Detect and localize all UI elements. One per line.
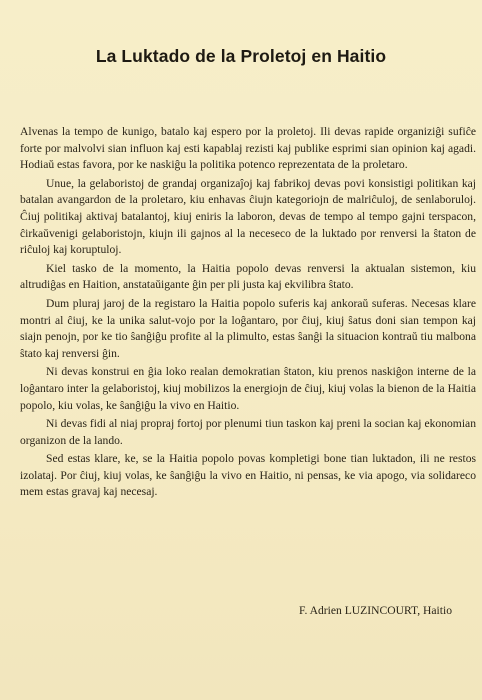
paragraph-3: Kiel tasko de la momento, la Haitia popolo devas renversi la aktualan sistemon, kiu altrudiĝas en Haition, anstataŭigante ĝin per pli justa kaj ekvilibra ŝtato.: [20, 261, 476, 292]
paragraph-4: Dum pluraj jaroj de la registaro la Haitia popolo suferis kaj ankoraŭ suferas. Necesas klare montri al ĉiuj, ke la unika salut-vojo por la loĝantaro, por ĉiuj, kiuj ŝatus doni sian tempon kaj siajn penojn, por ke tio ŝanĝiĝu profite al la plimulto, estas ŝanĝi la situacion kontraŭ tiu malbona ŝtato kaj renversi ĝin.: [20, 296, 476, 360]
paragraph-5: Ni devas konstrui en ĝia loko realan demokratian ŝtaton, kiu prenos naskiĝon interne de la loĝantaro inter la gelaboristoj, kiuj mobilizos la energiojn de ĉiuj, kiuj volas la bienon de la Haitia popolo, kiu volas, ke ŝanĝiĝu la vivo en Haitio.: [20, 365, 476, 412]
paragraph-2: Unue, la gelaboristoj de grandaj organizaĵoj kaj fabrikoj devas povi konsistigi politikan kaj batalan avangardon de la proletaro, kiu enhavas ĉiujn kategoriojn de malriĉuloj, de senlaboruloj. Ĉiuj politikaj aktivaj batalantoj, kiuj eniris la laboron, devas de tempo al tempo gajni terspacon, ĉirkaŭvenigi gelaboristojn, kiujn ili gajnos al la neceseco de la luktado por renversi la ŝtaton de riĉuloj kaj koruptuloj.: [20, 176, 476, 257]
author-signature: F. Adrien LUZINCOURT, Haitio: [298, 604, 452, 617]
article-body: [20, 124, 476, 501]
paragraph-6: Ni devas fidi al niaj propraj fortoj por plenumi tiun taskon kaj preni la socian kaj ekonomian organizon de la lando.: [20, 417, 476, 447]
paragraph-7: Sed estas klare, ke, se la Haitia popolo povas kompletigi bone tian luktadon, ili ne restos izolataj. Por ĉiuj, kiuj volas, ke ŝanĝiĝu la vivo en Haitio, ni pensas, ke via apogo, via solidareco mem estas gravaj kaj necesaj.: [20, 452, 476, 499]
paragraph-1: Alvenas la tempo de kunigo, batalo kaj espero por la proletoj. Ili devas rapide organiziĝi sufiĉe forte por malvolvi sian influon kaj esti kapablaj rezisti kaj publike esprimi sian opinion kaj agadi. Hodiaŭ estas favora, por ke naskiĝu la politika potenco reprezentata de la proletaro.: [20, 125, 476, 172]
page-title: La Luktado de la Proletoj en Haitio: [95, 46, 387, 66]
